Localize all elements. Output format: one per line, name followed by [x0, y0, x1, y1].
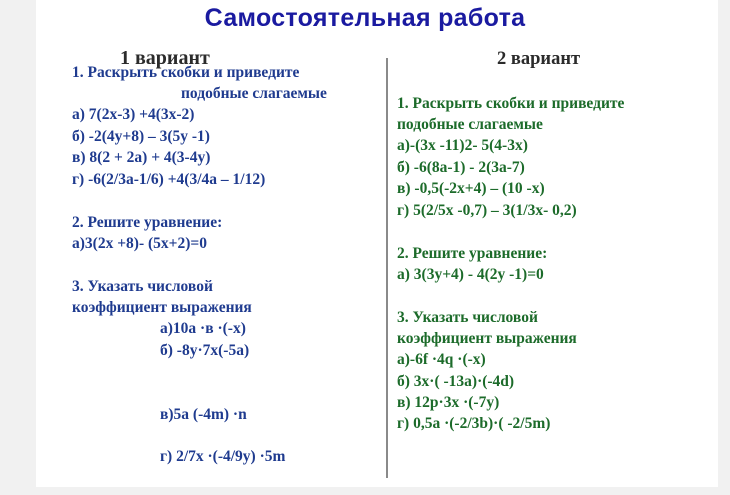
v1-task1-item-b: б) -2(4у+8) – 3(5у -1)	[72, 128, 210, 145]
v2-task3-item-a: а)-6f ·4q ·(-х)	[397, 351, 486, 368]
page-margin-left	[0, 0, 36, 495]
page-margin-right	[718, 0, 730, 495]
column-divider	[386, 58, 388, 478]
v2-task1-text-line1: 1. Раскрыть скобки и приведите	[397, 95, 625, 112]
v1-task1-item-d: г) -6(2/3а-1/6) +4(3/4а – 1/12)	[72, 171, 266, 188]
v1-task3-item-d: г) 2/7х ·(-4/9у) ·5m	[160, 448, 286, 465]
v2-task3-text-line1: 3. Указать числовой	[397, 309, 538, 326]
page-title: Самостоятельная работа	[204, 4, 526, 32]
v2-task3-item-b: б) 3х·( -13а)·(-4d)	[397, 373, 515, 390]
v1-task1-item-a: а) 7(2х-3) +4(3х-2)	[72, 106, 195, 123]
v2-task3-item-d: г) 0,5а ·(-2/3b)·( -2/5m)	[397, 415, 551, 432]
v1-task3-item-b: б) -8у·7х(-5а)	[160, 342, 250, 359]
v1-task3-item-c: в)5а (-4m) ·n	[160, 406, 247, 423]
v2-task2-text: 2. Решите уравнение:	[397, 245, 548, 262]
variant2-heading: 2 вариант	[497, 49, 581, 69]
v2-task3-item-c: в) 12р·3х ·(-7у)	[397, 394, 500, 411]
v1-task3-text-line1: 3. Указать числовой	[72, 278, 213, 295]
v2-task2-item: а) 3(3у+4) - 4(2у -1)=0	[397, 266, 544, 283]
v1-task3-item-a: а)10а ·в ·(-х)	[160, 320, 246, 337]
v1-task1-text-line1: 1. Раскрыть скобки и приведите	[72, 64, 300, 81]
v1-task2-item: а)3(2х +8)- (5х+2)=0	[72, 235, 207, 252]
v2-task3-text-line2: коэффициент выражения	[397, 330, 577, 347]
v2-task1-item-c: в) -0,5(-2х+4) – (10 -х)	[397, 180, 545, 197]
v1-task2-text: 2. Решите уравнение:	[72, 214, 223, 231]
v2-task1-text-line2: подобные слагаемые	[397, 116, 543, 133]
v1-task3-text-line2: коэффициент выражения	[72, 299, 252, 316]
v2-task1-item-d: г) 5(2/5х -0,7) – 3(1/3х- 0,2)	[397, 202, 577, 219]
v1-task1-text-line2: подобные слагаемые	[181, 85, 327, 102]
v1-task1-item-c: в) 8(2 + 2а) + 4(3-4у)	[72, 149, 211, 166]
variant1-heading: 1 вариант	[120, 47, 210, 69]
v2-task1-item-b: б) -6(8а-1) - 2(3а-7)	[397, 159, 525, 176]
v2-task1-item-a: а)-(3х -11)2- 5(4-3х)	[397, 137, 528, 154]
page-margin-bottom	[0, 487, 730, 495]
